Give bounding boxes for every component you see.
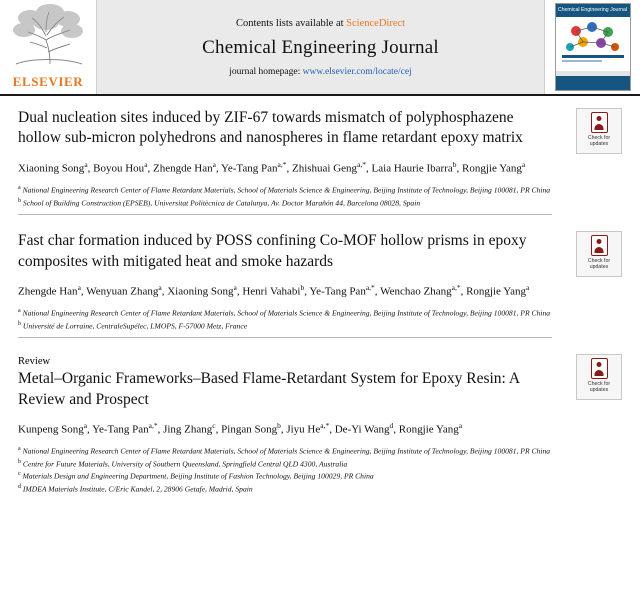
journal-homepage-line (229, 67, 411, 77)
author-affiliation-marker: a,* (148, 421, 158, 431)
author-affiliation-marker: b (452, 159, 457, 169)
author-affiliation-marker: a (144, 159, 148, 169)
affiliation (18, 184, 552, 196)
author-affiliation-marker: a (77, 283, 81, 293)
contents-available-line (236, 18, 405, 29)
affiliation-marker: b (18, 197, 21, 204)
affiliation-text: Materials Design and Engineering Department, Beijing Institute of Fashion Technology, Beijing 100029, PR China (22, 471, 374, 481)
cover-artwork-graphic (556, 17, 630, 67)
check-for-updates-badge[interactable] (576, 354, 622, 400)
affiliation (18, 470, 552, 482)
elsevier-tree-icon (6, 2, 90, 68)
author-affiliation-marker: a (212, 159, 216, 169)
contents-prefix-text: Contents lists available at (235, 17, 344, 29)
check-for-updates-icon (591, 112, 608, 133)
author-name[interactable]: Ye-Tang Pan (92, 423, 149, 436)
author-affiliation-marker: a (521, 159, 526, 169)
cover-footer-band (556, 76, 630, 90)
author-affiliation-marker: a,* (277, 159, 287, 169)
cover-title: Chemical Engineering Journal (556, 4, 630, 17)
affiliation (18, 307, 552, 319)
author-affiliation-marker: d (389, 421, 394, 431)
elsevier-logo[interactable] (0, 0, 97, 94)
author-affiliation-marker: a,* (320, 421, 330, 431)
author-name[interactable]: Rongjie Yang (466, 285, 526, 298)
author-name[interactable]: Pingan Song (221, 423, 278, 436)
author-name[interactable]: Wenyuan Zhang (86, 285, 159, 298)
author-affiliation-marker: a (158, 283, 162, 293)
article-title[interactable]: Fast char formation induced by POSS confining Co-MOF hollow prisms in epoxy composites with mitigated heat and smoke hazards (18, 232, 527, 270)
author-affiliation-marker: a (233, 283, 237, 293)
author-affiliation-marker: a,* (357, 159, 367, 169)
cfu-line1: Check for (587, 258, 611, 265)
author-name[interactable]: Ye-Tang Pan (309, 285, 366, 298)
journal-masthead (0, 0, 640, 96)
article-type-label: Review (18, 356, 51, 368)
author-name[interactable]: Kunpeng Song (18, 423, 84, 436)
author-name[interactable]: Xiaoning Song (167, 285, 234, 298)
affiliation-text: Université de Lorraine, CentraleSupélec, LMOPS, F-57000 Metz, France (22, 321, 248, 331)
check-for-updates-label (588, 135, 610, 147)
affiliation-text: Centre for Future Materials, University of Southern Queensland, Springfield Central QLD 4300, Australia (22, 459, 348, 469)
affiliation-text: National Engineering Research Center of Flame Retardant Materials, School of Materials Science & Engineering, Beijing Institute of Technology, Beijing 100081, PR China (22, 308, 551, 318)
article-authors: Zhengde Han$^a$, Wenyuan Zhang$^a$, Xiaoning Song$^a$, Henri Vahabi$^b$, Ye-Tang Pan$^{a,*}$, Wenchao Zhang$^{a,*}$, Rongjie Yang$^a$ (18, 283, 530, 298)
author-affiliation-marker: a (84, 159, 88, 169)
author-name[interactable]: Ye-Tang Pan (221, 162, 278, 175)
affiliation (18, 458, 552, 470)
author-name[interactable]: Jiyu He (286, 423, 321, 436)
affiliation-marker: a (18, 185, 21, 192)
author-affiliation-marker: a (525, 283, 530, 293)
author-name[interactable]: Zhengde Han (18, 285, 78, 298)
author-name[interactable]: Rongjie Yang (398, 423, 459, 436)
homepage-prefix-text: journal homepage: (229, 66, 301, 77)
author-name[interactable]: Xiaoning Song (18, 162, 85, 175)
check-for-updates-label (588, 381, 610, 393)
check-for-updates-label (588, 258, 610, 270)
author-affiliation-marker: a,* (451, 283, 461, 293)
cfu-line2: updates (589, 264, 609, 271)
cfu-line2: updates (589, 141, 609, 148)
author-name[interactable]: Wenchao Zhang (380, 285, 452, 298)
author-name[interactable]: Henri Vahabi (242, 285, 301, 298)
article-authors: Xiaoning Song$^a$, Boyou Hou$^a$, Zhengde Han$^a$, Ye-Tang Pan$^{a,*}$, Zhishuai Geng$^{a,*}$, Laia Haurie Ibarra$^b$, Rongjie Yang$^a$ (18, 159, 526, 175)
article-entry[interactable] (18, 219, 622, 342)
affiliation-marker: a (18, 308, 21, 315)
article-title[interactable]: Metal–Organic Frameworks–Based Flame-Retardant System for Epoxy Resin: A Review and Prospect (18, 370, 520, 408)
author-name[interactable]: Laia Haurie Ibarra (371, 162, 453, 175)
check-for-updates-icon (591, 235, 608, 256)
affiliation-text: School of Building Construction (EPSEB), Universitat Politècnica de Catalunya, Av. Doctor Marañón 44, Barcelona 08028, Spain (22, 198, 421, 208)
affiliation-text: National Engineering Research Center of Flame Retardant Materials, School of Materials Science & Engineering, Beijing Institute of Technology, Beijing 100081, PR China (22, 185, 551, 195)
check-for-updates-icon (591, 358, 608, 379)
affiliation (18, 197, 552, 209)
elsevier-wordmark: ELSEVIER (12, 74, 84, 89)
affiliation-text: National Engineering Research Center of Flame Retardant Materials, School of Materials Science & Engineering, Beijing Institute of Technology, Beijing 100081, PR China (22, 446, 551, 456)
author-affiliation-marker: a (458, 421, 463, 431)
author-affiliation-marker: a,* (365, 283, 375, 293)
check-for-updates-badge[interactable] (576, 231, 622, 277)
affiliation (18, 320, 552, 332)
author-name[interactable]: De-Yi Wang (334, 423, 390, 436)
author-affiliation-marker: c (212, 421, 216, 431)
article-divider (18, 214, 552, 215)
affiliation-marker: b (18, 320, 21, 327)
affiliation (18, 483, 552, 495)
affiliation-marker: a (18, 446, 21, 453)
author-name[interactable]: Zhishuai Geng (291, 162, 358, 175)
author-name[interactable]: Jing Zhang (163, 423, 213, 436)
author-name[interactable]: Zhengde Han (153, 162, 213, 175)
article-authors: Kunpeng Song$^a$, Ye-Tang Pan$^{a,*}$, Jing Zhang$^c$, Pingan Song$^b$, Jiyu $He^{a,*}$, De-Yi Wang$^d$, Rongjie Yang$^a$ (18, 421, 463, 436)
article-divider (18, 337, 552, 338)
author-affiliation-marker: b (277, 421, 281, 431)
affiliation-marker: c (18, 471, 21, 478)
cover-image (555, 3, 631, 91)
cover-artwork (556, 17, 630, 72)
author-affiliation-marker: a (83, 421, 88, 431)
affiliation-marker: d (18, 483, 21, 490)
affiliation-marker: b (18, 458, 21, 465)
article-list (0, 96, 640, 499)
article-entry[interactable] (18, 342, 622, 499)
journal-title: Chemical Engineering Journal (202, 36, 439, 58)
author-affiliation-marker: b (300, 283, 305, 293)
author-name[interactable]: Boyou Hou (93, 162, 145, 175)
cfu-line2: updates (589, 387, 609, 394)
journal-homepage-link[interactable]: www.elsevier.com/locate/cej (302, 66, 412, 77)
sciencedirect-link[interactable]: ScienceDirect (346, 17, 406, 29)
affiliation-text: IMDEA Materials Institute, C/Eric Kandel, 2, 28906 Getafe, Madrid, Spain (22, 484, 253, 494)
author-name[interactable]: Rongjie Yang (462, 162, 522, 175)
article-title[interactable]: Dual nucleation sites induced by ZIF-67 towards mismatch of polyphosphazene hollow sub-micron polyhedrons and nanospheres in flame retardant epoxy matrix (18, 109, 523, 147)
cfu-line1: Check for (587, 135, 611, 141)
journal-cover-thumbnail[interactable] (544, 0, 640, 94)
article-entry[interactable] (18, 96, 622, 219)
affiliation (18, 445, 552, 457)
cfu-line1: Check for (587, 381, 611, 388)
masthead-center (97, 0, 544, 94)
check-for-updates-badge[interactable] (576, 108, 622, 154)
